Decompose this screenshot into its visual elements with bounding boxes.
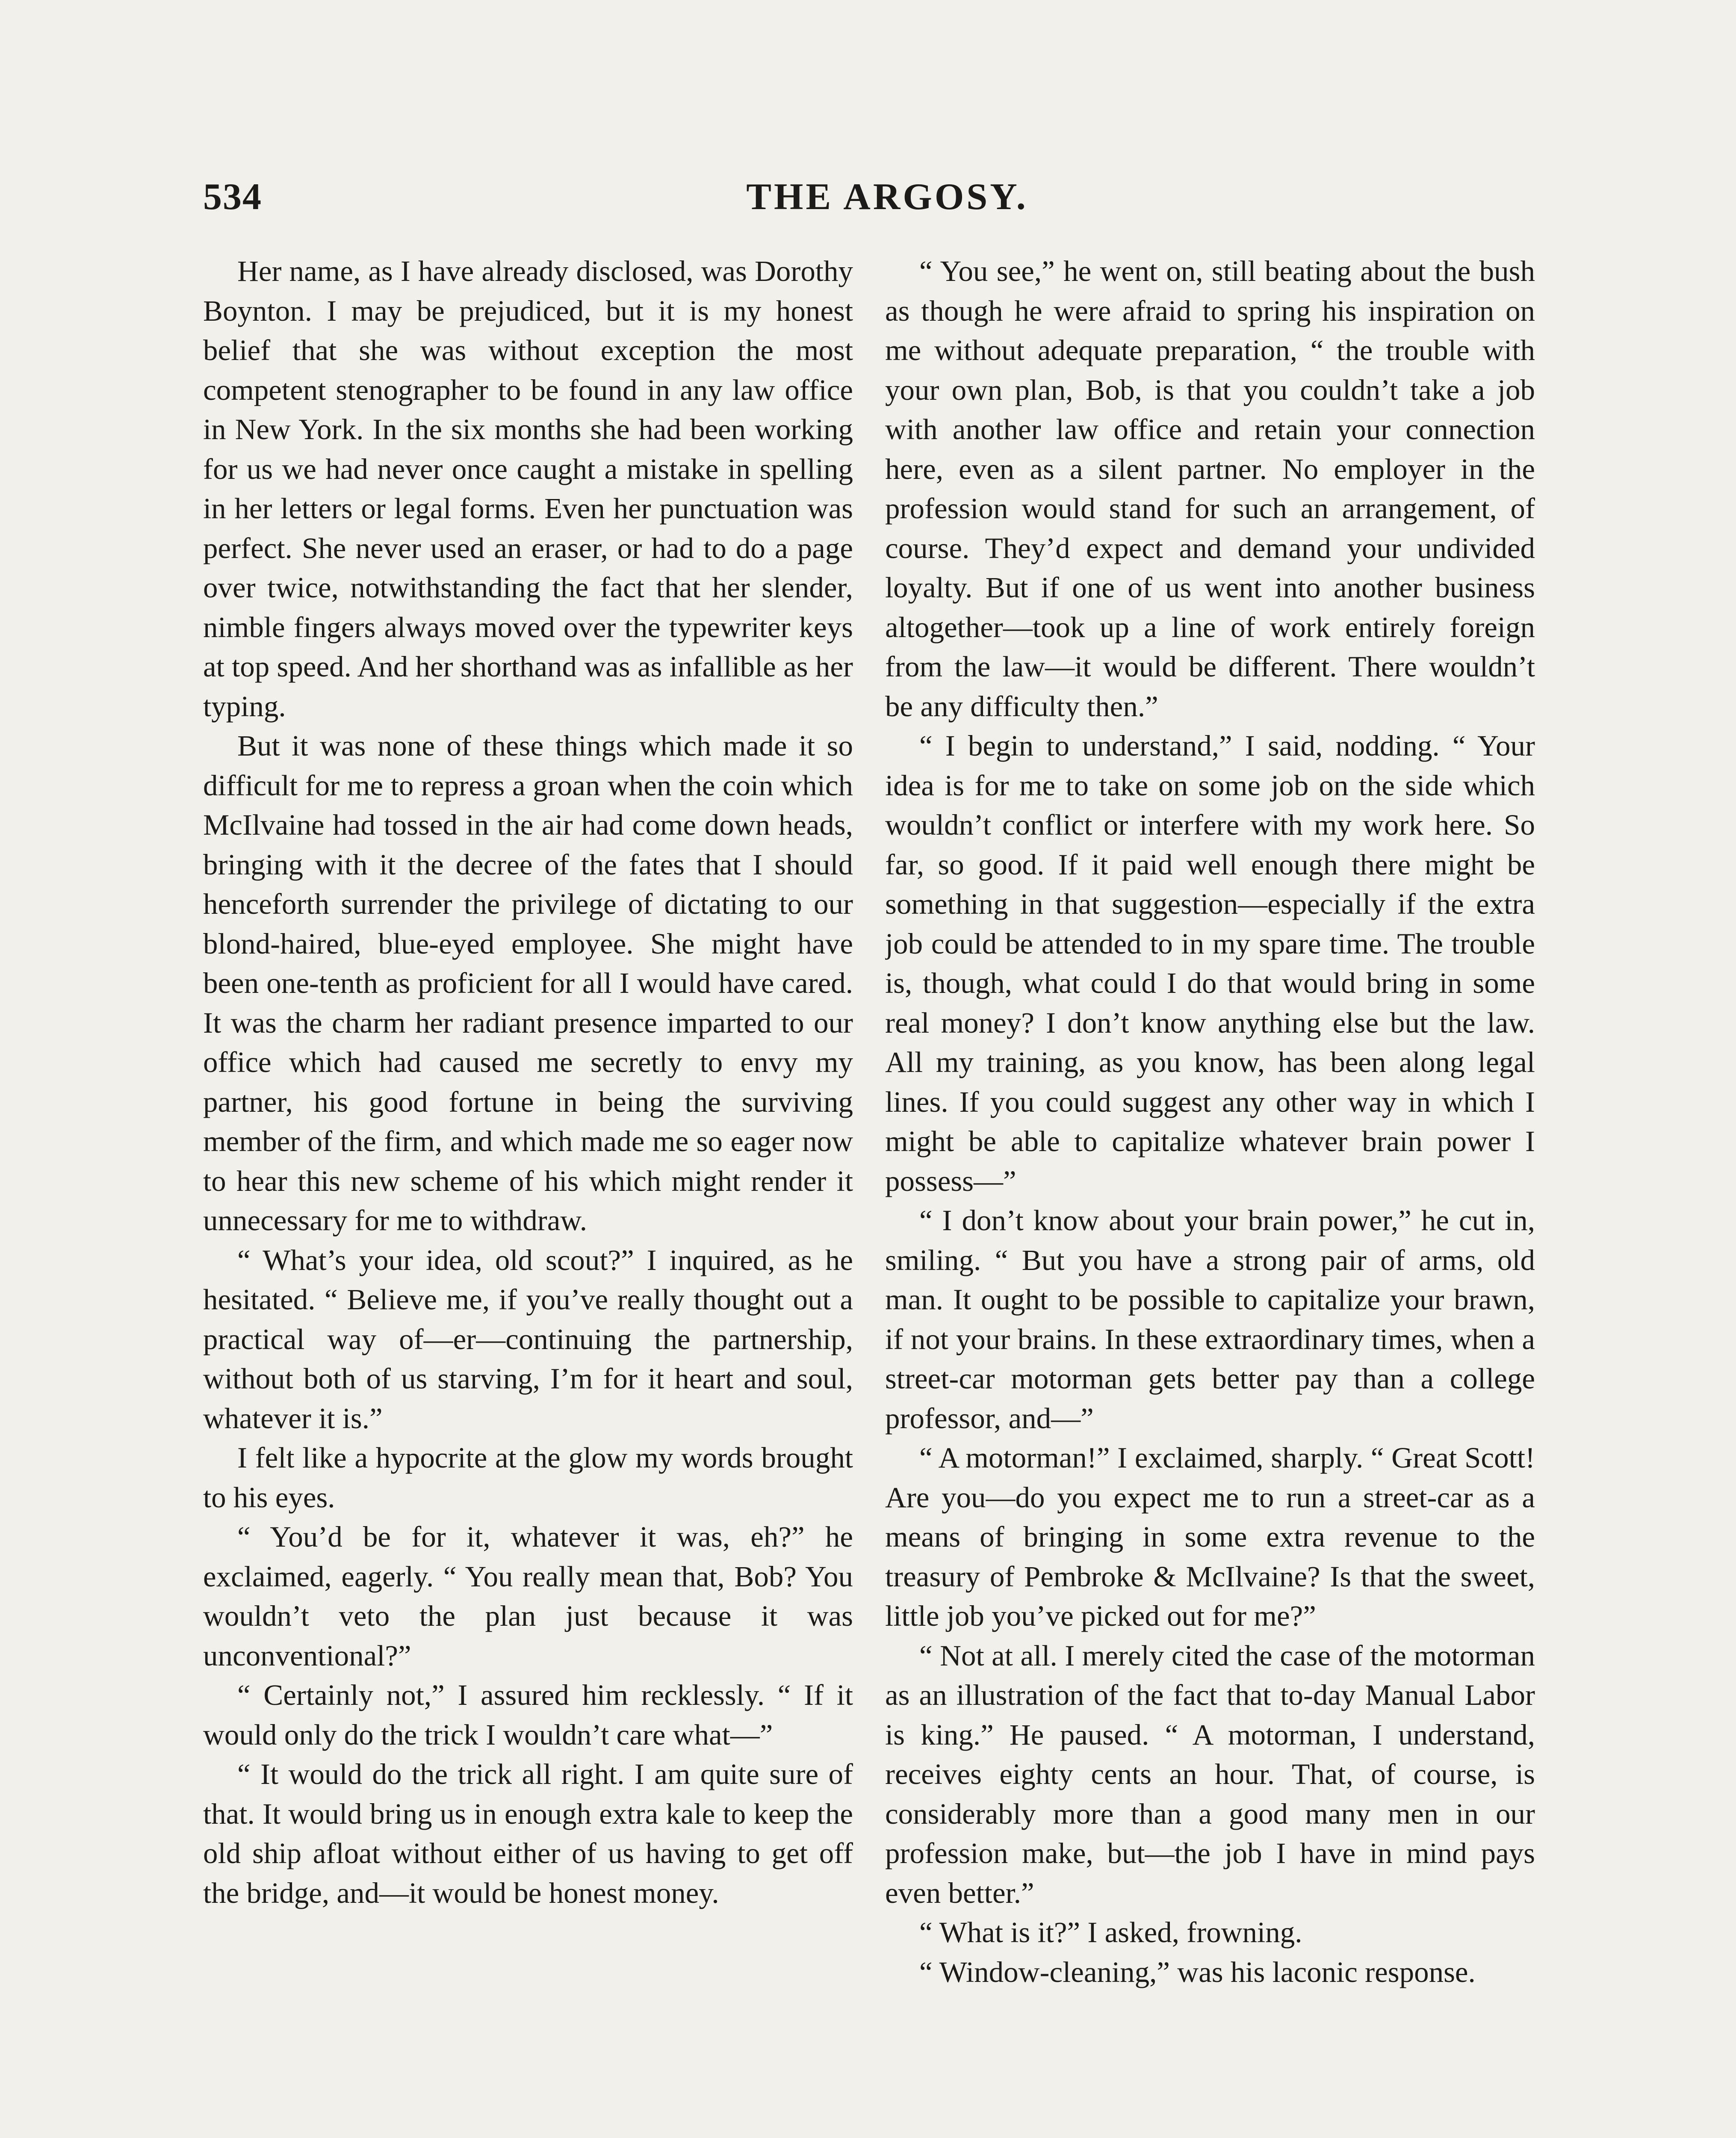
page-header — [203, 171, 1571, 227]
paragraph: “ I begin to understand,” I said, nodding. “ Your idea is for me to take on some job on the side which wouldn’t conflict or interfere with my work here. So far, so good. If it paid well enough there might be something in that suggestion—especially if the extra job could be attended to in my spare time. The trouble is, though, what could I do that would bring in some real money? I don’t know anything else but the law. All my training, as you know, has been along legal lines. If you could suggest any other way in which I might be able to capitalize whatever brain power I possess—” — [885, 729, 1535, 1197]
paragraph: But it was none of these things which made it so difficult for me to repress a groan when the coin which McIlvaine had tossed in the air had come down heads, bringing with it the decree of the fates that I should henceforth surrender the privilege of dictating to our blond-haired, blue-eyed employee. She might have been one-tenth as proficient for all I would have cared. It was the charm her radiant presence imparted to our office which had caused me secretly to envy my partner, his good fortune in being the surviving member of the firm, and which made me so eager now to hear this new scheme of his which might render it unnecessary for me to withdraw. — [203, 729, 853, 1237]
paragraph: “ Window-cleaning,” was his laconic response. — [919, 1955, 1476, 1988]
page-title: THE ARGOSY. — [746, 176, 1028, 218]
paragraph: Her name, as I have already disclosed, was Dorothy Boynton. I may be prejudiced, but it is my honest belief that she was without exception the most competent stenographer to be found in any law office in New York. In the six months she had been working for us we had never once caught a mistake in spelling in her letters or legal forms. Even her punctuation was perfect. She never used an eraser, or had to do a page over twice, notwithstanding the fact that her slender, nimble fingers always moved over the typewriter keys at top speed. And her shorthand was as infallible as her typing. — [203, 255, 853, 723]
paragraph: I felt like a hypocrite at the glow my words brought to his eyes. — [203, 1441, 853, 1514]
paragraph: “ I don’t know about your brain power,” he cut in, smiling. “ But you have a strong pair of arms, old man. It ought to be possible to capitalize your brawn, if not your brains. In these extraordinary times, when a street-car motorman gets better pay than a college professor, and—” — [885, 1204, 1535, 1435]
paragraph: “ Certainly not,” I assured him recklessly. “ If it would only do the trick I wouldn’t care what—” — [203, 1679, 853, 1751]
paragraph: “ You see,” he went on, still beating about the bush as though he were afraid to spring his inspiration on me without adequate preparation, “ the trouble with your own plan, Bob, is that you couldn’t take a job with another law office and retain your connection here, even as a silent partner. No employer in the profession would stand for such an arrangement, of course. They’d expect and demand your undivided loyalty. But if one of us went into another business altogether—took up a line of work entirely foreign from the law—it would be different. There wouldn’t be any difficulty then.” — [885, 255, 1535, 723]
paragraph: “ A motorman!” I exclaimed, sharply. “ Great Scott! Are you—do you expect me to run a street-car as a means of bringing in some extra revenue to the treasury of Pembroke & McIlvaine? Is that the sweet, little job you’ve picked out for me?” — [885, 1441, 1535, 1632]
paragraph: “ What’s your idea, old scout?” I inquired, as he hesitated. “ Believe me, if you’ve really thought out a practical way of—er—continuing the partnership, without both of us starving, I’m for it heart and soul, whatever it is.” — [203, 1243, 853, 1435]
paragraph: “ It would do the trick all right. I am quite sure of that. It would bring us in enough extra kale to keep the old ship afloat without either of us having to get off the bridge, and—it would be honest money. — [203, 1758, 853, 1909]
paragraph: “ Not at all. I merely cited the case of the motorman as an illustration of the fact that to-day Manual Labor is king.” He paused. “ A motorman, I understand, receives eighty cents an hour. That, of course, is considerably more than a good many men in our profession make, but—the job I have in mind pays even better.” — [885, 1639, 1535, 1909]
paragraph: “ You’d be for it, whatever it was, eh?” he exclaimed, eagerly. “ You really mean that, Bob? You wouldn’t veto the plan just because it was unconventional?” — [203, 1521, 853, 1672]
page-number: 534 — [203, 176, 262, 218]
left-column — [203, 251, 853, 2138]
paragraph: “ What is it?” I asked, frowning. — [919, 1916, 1302, 1949]
right-column — [885, 251, 1535, 2138]
